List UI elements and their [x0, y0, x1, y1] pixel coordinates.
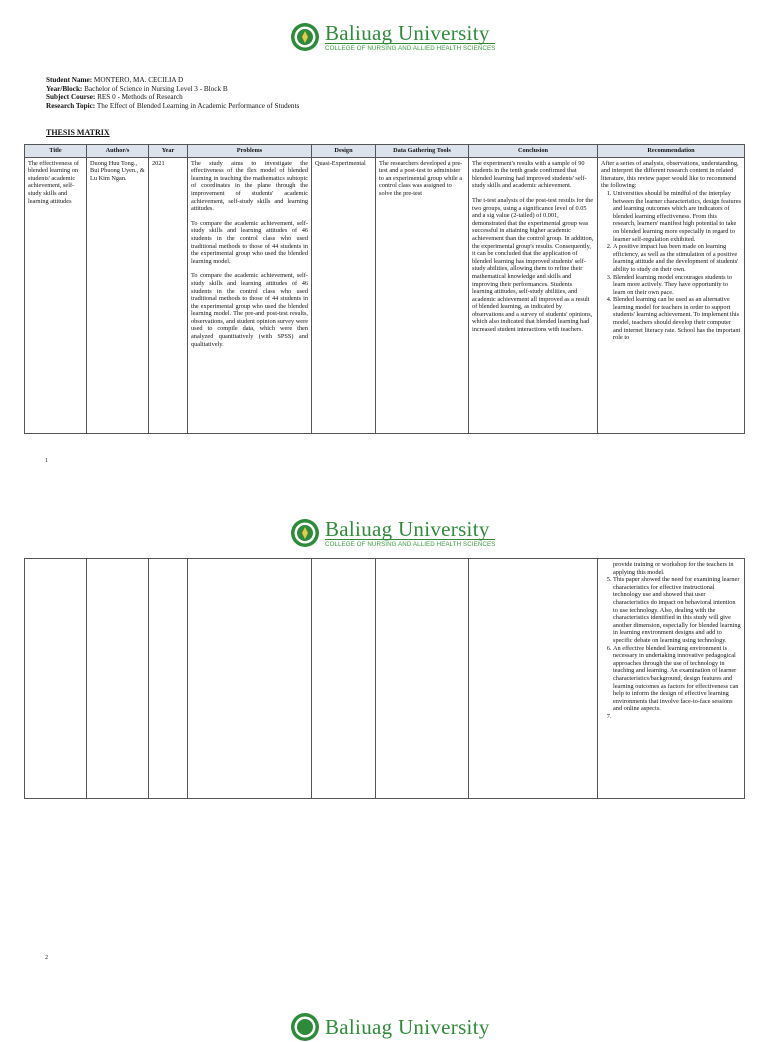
page-number: 1 [45, 458, 48, 464]
header-conclusion: Conclusion [469, 145, 598, 158]
cell-authors: Duong Huu Tong., Bui Phuong Uyen., & Lu Kim Ngan. [87, 157, 149, 433]
student-name: MONTERO, MA. CECILIA D [93, 76, 184, 84]
year-block: Bachelor of Science in Nursing Level 3 - Block B [84, 84, 228, 93]
cell-authors-empty [87, 559, 149, 799]
cell-design-empty [312, 559, 376, 799]
recommendation-list [601, 190, 741, 342]
thesis-matrix-title: THESIS MATRIX [46, 128, 110, 137]
university-name: Baliuag University [325, 20, 490, 45]
cell-title: The effectiveness of blended learning on students' academic achievement, self-study skills and learning attitudes [25, 157, 87, 433]
subject-label: Subject Course: [46, 93, 96, 102]
student-info [46, 76, 299, 110]
header-recommendation: Recommendation [598, 145, 745, 158]
thesis-matrix-table-continued [24, 558, 745, 799]
subject-course: RES 0 - Methods of Research [97, 93, 183, 102]
list-item: 2. A positive impact has been made on learning efficiency, as well as the stimulation of a positive learning attitude and the development of students' ability to study on their own. [613, 243, 741, 273]
cell-design: Quasi-Experimental [312, 157, 376, 433]
cell-year-empty [149, 559, 188, 799]
cell-problems [188, 157, 312, 433]
cell-title-empty [25, 559, 87, 799]
year-label: Year/Block: [46, 84, 83, 93]
university-seal-icon [290, 518, 320, 548]
header-problems: Problems [188, 145, 312, 158]
research-topic: The Effect of Blended Learning in Academic Performance of Students [96, 101, 300, 110]
table-row [25, 559, 745, 799]
conclusion-paragraph-1: The experiment's results with a sample of 90 students in the tenth grade confirmed that blended learning had improved students' self-study skills and academic achievement. [472, 159, 587, 190]
cell-conclusion [469, 157, 598, 433]
college-name: COLLEGE OF NURSING AND ALLIED HEALTH SCIENCES [325, 540, 496, 548]
list-item: 3. Blended learning model encourages students to learn more actively. They have opportunity to learn on their own pace. [613, 274, 741, 297]
problems-paragraph-1: The study aims to investigate the effectiveness of the flex model of blended learning in teaching the mathematics subtopic of coordinates in the plane through the improvement of students' academic achievement, self-study skills and learning attitudes. [191, 159, 308, 213]
header-title: Title [25, 145, 87, 158]
cell-recommendation [598, 157, 745, 433]
recommendation-list [601, 576, 741, 720]
list-item: 1. Universities should be mindful of the interplay between the learner characteristics, design features and learning outcomes which are indicators of blended learning effectiveness. From this research, learners' manifest high potential to take on blended learning more especially in regard to learner self-regulation exhibited. [613, 190, 741, 243]
cell-tools: The researchers developed a pre-test and a post-test to administer to an experimental group while a control class was assigned to solve the pre-test [376, 157, 469, 433]
cell-recommendation-continued [598, 559, 745, 799]
conclusion-paragraph-2: The t-test analysis of the post-test results for the two groups, using a significance level of 0.05 and a sig value (2-tailed) of 0.001, demonstrated that the experimental group was successful in attaining higher academic achievement than the control group. In addition, the experimental group's results. Consequently, it can be concluded that the application of blended learning has improved students' self-study abilities, allowing them to refine their mathematical knowledge and skills and improving their performances. Students learning attitudes, self-study abilities, and academic achievement all improved as a result of blended learning, as indicated by observations and a survey of students' opinions, which also indicated that blended learning had increased student interactions with teachers. [472, 196, 594, 334]
header-data-gathering-tools: Data Gathering Tools [376, 145, 469, 158]
recommendation-continuation: provide training or workshop for the teachers in applying this model. [613, 561, 734, 576]
thesis-matrix-table [24, 144, 745, 434]
header-design: Design [312, 145, 376, 158]
university-name: Baliuag University [325, 1015, 490, 1039]
list-item: 4. Blended learning can be used as an alternative learning model for teachers in order to support students' learning achievement. To implement this model, teachers should develop their computer and internet literacy rate. School has the important role to [613, 296, 741, 342]
recommendation-intro: After a series of analysis, observations, understanding, and interpret the different research content in related literature, this review paper would like to recommend the following: [601, 159, 739, 190]
college-name: COLLEGE OF NURSING AND ALLIED HEALTH SCIENCES [325, 44, 496, 52]
list-item [613, 713, 741, 721]
header-authors: Author/s [87, 145, 149, 158]
list-item: 5. This paper showed the need for examining learner characteristics for effective instructional technology use and showed that user characteristics do impact on behavioral intention to use technology. Also, dealing with the characteristics identified in this study will give another dimension, especially for blended learning in learning environment designs and add to specific debate on learning using technology. [613, 576, 741, 644]
cell-year: 2021 [149, 157, 188, 433]
student-label: Student Name: [46, 76, 93, 84]
cell-tools-empty [376, 559, 469, 799]
university-logo [290, 518, 495, 548]
university-seal-icon [290, 22, 320, 52]
topic-label: Research Topic: [46, 101, 96, 110]
table-header-row [25, 145, 745, 158]
page-number: 2 [45, 955, 48, 961]
cell-conclusion-empty [469, 559, 598, 799]
table-row [25, 157, 745, 433]
university-logo [290, 22, 495, 52]
cell-problems-empty [188, 559, 312, 799]
university-logo [290, 1012, 490, 1042]
problems-paragraph-2: To compare the academic achievement, self-study skills and learning attitudes of 46 students in the control class who used traditional methods to those of 44 students in the experimental group who used the blended learning model. [191, 219, 308, 265]
problems-paragraph-3: To compare the academic achievement, self-study skills and learning attitudes of 46 students in the control class who used traditional methods to those of 44 students in the experimental group who used the blended learning model. The pre-and post-test results, observations, and student opinion survey were used to compile data, which were then analyzed quantitatively (with SPSS) and qualitatively. [191, 272, 308, 348]
header-year: Year [149, 145, 188, 158]
university-seal-icon [290, 1012, 320, 1042]
list-item: 6. An effective blended learning environment is necessary in undertaking innovative pedagogical approaches through the use of technology in teaching and learning. An examination of learner characteristics/background, design features and learning outcomes as factors for effectiveness can help to inform the design of effective learning environments that involve face-to-face sessions and online aspects. [613, 645, 741, 713]
university-name: Baliuag University [325, 516, 490, 541]
